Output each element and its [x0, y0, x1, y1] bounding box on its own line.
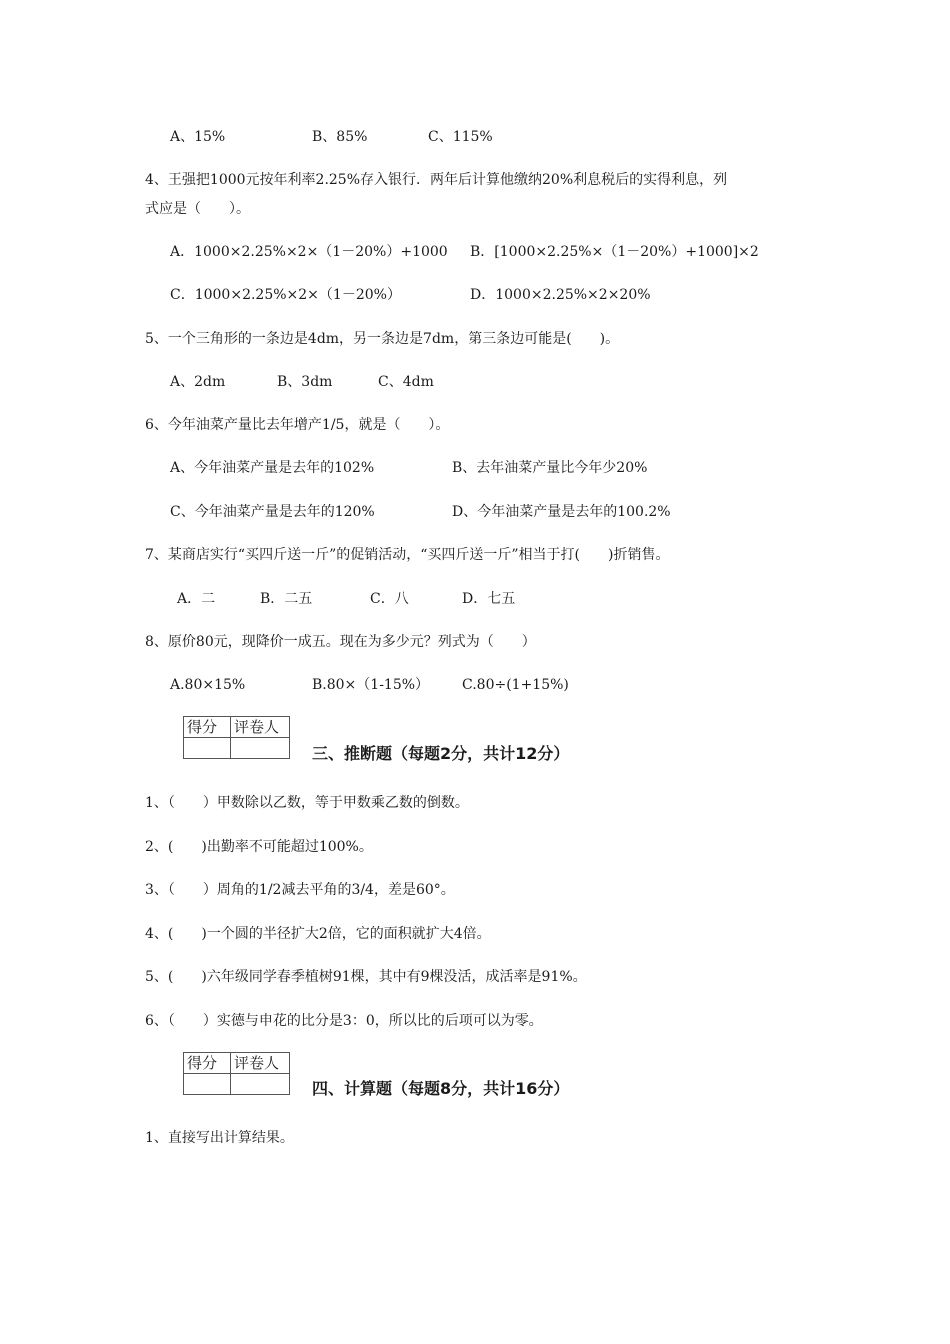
q4-question-line2: 式应是（ ）。 — [145, 201, 250, 217]
section3-item-2: 2、( )出勤率不可能超过100%。 — [145, 839, 373, 855]
q7-question: 7、某商店实行“买四斤送一斤”的促销活动，“买四斤送一斤”相当于打( )折销售。 — [145, 547, 670, 563]
score-label: 得分 — [184, 717, 231, 738]
q4-question-line1: 4、王强把1000元按年利率2.25%存入银行．两年后计算他缴纳20%利息税后的实得利息，列 — [145, 172, 728, 188]
q3-option-a: A、15% — [170, 129, 226, 145]
q6-option-c: C、今年油菜产量是去年的120% — [170, 504, 375, 520]
q5-option-a: A、2dm — [170, 374, 226, 390]
section4-title: 四、计算题（每题8分，共计16分） — [312, 1079, 570, 1098]
q6-option-d: D、今年油菜产量是去年的100.2% — [452, 504, 671, 520]
q3-option-b: B、85% — [312, 129, 368, 145]
q8-option-b: B.80×（1-15%） — [312, 677, 430, 693]
section3-item-3: 3、（ ）周角的1/2减去平角的3/4，差是60°。 — [145, 882, 455, 898]
score-box-section3 — [183, 716, 290, 759]
q4-option-a: A．1000×2.25%×2×（1－20%）+1000 — [170, 244, 448, 260]
q4-option-b: B．[1000×2.25%×（1－20%）+1000]×2 — [470, 244, 759, 260]
q7-option-c: C．八 — [370, 591, 409, 607]
q4-option-c: C．1000×2.25%×2×（1－20%） — [170, 287, 401, 303]
grader-label: 评卷人 — [231, 1053, 290, 1074]
q8-question: 8、原价80元，现降价一成五。现在为多少元？列式为（ ） — [145, 634, 536, 650]
q4-option-d: D．1000×2.25%×2×20% — [470, 287, 651, 303]
q5-option-c: C、4dm — [378, 374, 434, 390]
q7-option-a: A．二 — [177, 591, 216, 607]
q7-option-b: B．二五 — [260, 591, 313, 607]
q5-option-b: B、3dm — [277, 374, 333, 390]
q3-option-c: C、115% — [428, 129, 493, 145]
section3-item-4: 4、( )一个圆的半径扩大2倍，它的面积就扩大4倍。 — [145, 926, 491, 942]
section3-title: 三、推断题（每题2分，共计12分） — [312, 744, 570, 763]
grader-label: 评卷人 — [231, 717, 290, 738]
grader-cell[interactable] — [231, 738, 290, 759]
q6-option-a: A、今年油菜产量是去年的102% — [170, 460, 375, 476]
score-label: 得分 — [184, 1053, 231, 1074]
section3-item-1: 1、（ ）甲数除以乙数，等于甲数乘乙数的倒数。 — [145, 795, 469, 811]
score-box-section4 — [183, 1052, 290, 1095]
score-cell[interactable] — [184, 1074, 231, 1095]
q6-question: 6、今年油菜产量比去年增产1/5，就是（ ）。 — [145, 417, 450, 433]
q7-option-d: D．七五 — [462, 591, 516, 607]
q6-option-b: B、去年油菜产量比今年少20% — [452, 460, 648, 476]
section3-item-5: 5、( )六年级同学春季植树91棵，其中有9棵没活，成活率是91%。 — [145, 969, 587, 985]
q8-option-c: C.80÷(1+15%) — [462, 677, 569, 693]
section3-item-6: 6、（ ）实德与申花的比分是3：0，所以比的后项可以为零。 — [145, 1013, 543, 1029]
q5-question: 5、一个三角形的一条边是4dm，另一条边是7dm，第三条边可能是( )。 — [145, 331, 620, 347]
section4-item-1: 1、直接写出计算结果。 — [145, 1130, 294, 1146]
q8-option-a: A.80×15% — [170, 677, 246, 693]
grader-cell[interactable] — [231, 1074, 290, 1095]
score-cell[interactable] — [184, 738, 231, 759]
